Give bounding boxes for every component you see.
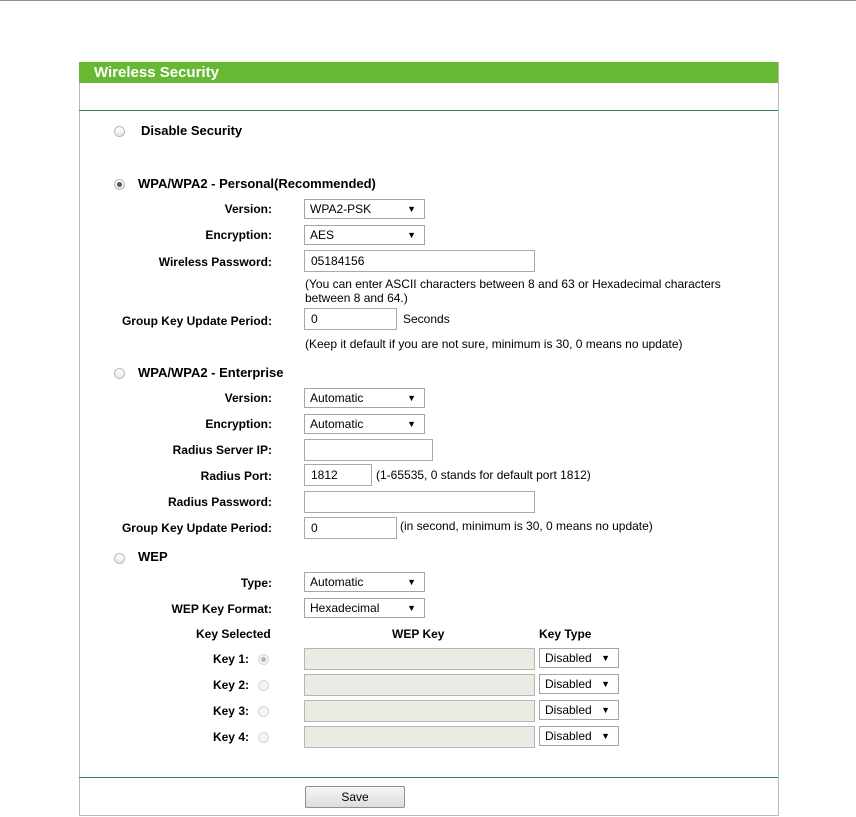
password-hint-line1: (You can enter ASCII characters between 8 and 63 or Hexadecimal characters <box>305 277 721 291</box>
wep-key2-input[interactable] <box>304 674 535 696</box>
personal-encryption-label: Encryption: <box>205 228 272 242</box>
wep-type-label: Type: <box>240 576 272 590</box>
radius-server-ip-input[interactable] <box>304 439 433 461</box>
dropdown-arrow-icon: ▼ <box>601 653 610 663</box>
wep-key4-type-value: Disabled <box>545 729 592 743</box>
dropdown-arrow-icon: ▼ <box>407 393 416 403</box>
personal-gkup-label: Group Key Update Period: <box>121 314 272 328</box>
dropdown-arrow-icon: ▼ <box>407 419 416 429</box>
wep-key3-type-value: Disabled <box>545 703 592 717</box>
personal-encryption-value: AES <box>310 228 335 242</box>
disable-security-radio[interactable] <box>114 126 125 137</box>
enterprise-encryption-label: Encryption: <box>205 417 272 431</box>
wpa-enterprise-label: WPA/WPA2 - Enterprise <box>138 365 284 380</box>
enterprise-version-value: Automatic <box>310 391 364 405</box>
wep-key4-input[interactable] <box>304 726 535 748</box>
wpa-personal-radio[interactable] <box>114 179 125 190</box>
wep-key-header: WEP Key <box>392 627 445 641</box>
disable-security-label: Disable Security <box>141 123 243 138</box>
wpa-personal-label: WPA/WPA2 - Personal(Recommended) <box>138 176 376 191</box>
enterprise-gkup-label: Group Key Update Period: <box>121 521 272 535</box>
personal-version-select[interactable] <box>304 199 425 219</box>
wep-type-value: Automatic <box>310 575 364 589</box>
wep-key4-label: Key 4: <box>212 730 249 744</box>
key-type-header: Key Type <box>539 627 592 641</box>
radius-server-ip-label: Radius Server IP: <box>172 443 272 457</box>
wep-key1-input[interactable] <box>304 648 535 670</box>
bottom-divider <box>79 777 778 778</box>
wireless-password-input[interactable]: 05184156 <box>304 250 535 272</box>
wep-key3-label: Key 3: <box>212 704 249 718</box>
personal-encryption-select[interactable] <box>304 225 425 245</box>
wep-key3-radio[interactable] <box>258 706 269 717</box>
personal-gkup-input[interactable]: 0 <box>304 308 397 330</box>
wep-key2-type-select[interactable] <box>539 674 619 694</box>
wep-key1-radio[interactable] <box>258 654 269 665</box>
enterprise-encryption-select[interactable] <box>304 414 425 434</box>
wep-key1-type-select[interactable] <box>539 648 619 668</box>
page-title: Wireless Security <box>94 64 219 81</box>
wireless-password-label: Wireless Password: <box>158 255 272 269</box>
wep-key-format-select[interactable] <box>304 598 425 618</box>
dropdown-arrow-icon: ▼ <box>407 204 416 214</box>
dropdown-arrow-icon: ▼ <box>601 679 610 689</box>
enterprise-gkup-hint: (in second, minimum is 30, 0 means no update) <box>400 519 653 533</box>
personal-version-label: Version: <box>224 202 272 216</box>
wep-key4-radio[interactable] <box>258 732 269 743</box>
wep-radio[interactable] <box>114 553 125 564</box>
radius-password-label: Radius Password: <box>167 495 272 509</box>
wep-key1-type-value: Disabled <box>545 651 592 665</box>
wep-key1-label: Key 1: <box>212 652 249 666</box>
wep-type-select[interactable] <box>304 572 425 592</box>
enterprise-encryption-value: Automatic <box>310 417 364 431</box>
wep-key2-radio[interactable] <box>258 680 269 691</box>
top-border <box>0 0 856 1</box>
personal-gkup-unit: Seconds <box>403 312 450 326</box>
enterprise-version-select[interactable] <box>304 388 425 408</box>
radius-password-input[interactable] <box>304 491 535 513</box>
top-divider <box>79 110 778 111</box>
wpa-enterprise-radio[interactable] <box>114 368 125 379</box>
wep-label: WEP <box>138 549 168 564</box>
wep-key4-type-select[interactable] <box>539 726 619 746</box>
dropdown-arrow-icon: ▼ <box>407 230 416 240</box>
wep-key2-type-value: Disabled <box>545 677 592 691</box>
personal-version-value: WPA2-PSK <box>310 202 372 216</box>
personal-gkup-hint: (Keep it default if you are not sure, minimum is 30, 0 means no update) <box>305 337 683 351</box>
password-hint-line2: between 8 and 64.) <box>305 291 408 305</box>
dropdown-arrow-icon: ▼ <box>601 705 610 715</box>
wep-key-format-label: WEP Key Format: <box>171 602 272 616</box>
dropdown-arrow-icon: ▼ <box>601 731 610 741</box>
wep-key3-type-select[interactable] <box>539 700 619 720</box>
save-button[interactable]: Save <box>305 786 405 808</box>
radius-port-label: Radius Port: <box>200 469 272 483</box>
radius-port-hint: (1-65535, 0 stands for default port 1812) <box>376 468 591 482</box>
enterprise-gkup-input[interactable]: 0 <box>304 517 397 539</box>
section-header <box>79 62 778 83</box>
enterprise-version-label: Version: <box>224 391 272 405</box>
dropdown-arrow-icon: ▼ <box>407 577 416 587</box>
wep-key3-input[interactable] <box>304 700 535 722</box>
dropdown-arrow-icon: ▼ <box>407 603 416 613</box>
wep-key-format-value: Hexadecimal <box>310 601 380 615</box>
wep-key2-label: Key 2: <box>212 678 249 692</box>
key-selected-header: Key Selected <box>196 627 271 641</box>
radius-port-input[interactable]: 1812 <box>304 464 372 486</box>
